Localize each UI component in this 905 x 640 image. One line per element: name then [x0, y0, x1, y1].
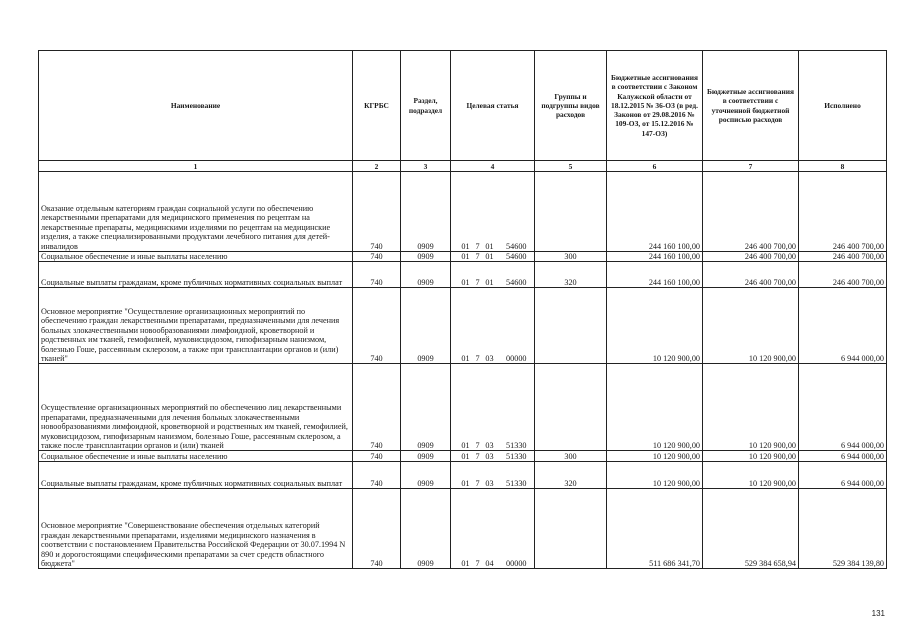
- row-target-article: [451, 451, 535, 462]
- row-executed: 6 944 000,00: [799, 288, 887, 364]
- row-kgrbs: 740: [353, 252, 401, 262]
- row-kgrbs: 740: [353, 489, 401, 569]
- row-expense-group: [535, 288, 607, 364]
- table-row: [39, 288, 887, 364]
- row-expense-group: 300: [535, 252, 607, 262]
- col-header-target-article: Целевая статья: [451, 51, 535, 161]
- row-section: 0909: [401, 172, 451, 252]
- row-executed: 246 400 700,00: [799, 252, 887, 262]
- table-row: [39, 172, 887, 252]
- row-expense-group: [535, 172, 607, 252]
- row-executed: 246 400 700,00: [799, 262, 887, 288]
- row-target-article: [451, 262, 535, 288]
- col-header-law-appropriations: Бюджетные ассигнования в соответствии с Законом Калужской области от 18.12.2015 № 36-ОЗ (в ред. Законов от 29.08.2016 № 109-ОЗ, от 15.12.2016 № 147-ОЗ): [607, 51, 703, 161]
- column-number-row: [39, 161, 887, 172]
- target-article-part: 01: [461, 441, 470, 450]
- target-article-part: 01: [485, 252, 494, 261]
- header-row: [39, 51, 887, 161]
- target-article-part: 7: [475, 441, 480, 450]
- target-article-part: 03: [485, 441, 494, 450]
- row-law-appropriation: 10 120 900,00: [607, 364, 703, 451]
- row-name: Социальные выплаты гражданам, кроме публичных нормативных социальных выплат: [39, 262, 353, 288]
- col-number: 6: [607, 161, 703, 172]
- target-article-part: 54600: [506, 241, 527, 251]
- target-article-part: 51330: [506, 479, 527, 488]
- row-refined-appropriation: 10 120 900,00: [703, 364, 799, 451]
- row-expense-group: [535, 364, 607, 451]
- row-refined-appropriation: 10 120 900,00: [703, 451, 799, 462]
- row-section: 0909: [401, 364, 451, 451]
- table-row: [39, 252, 887, 262]
- target-article-part: 00000: [506, 354, 527, 363]
- row-name: Социальное обеспечение и иные выплаты населению: [39, 451, 353, 462]
- target-article-part: 01: [485, 278, 494, 287]
- target-article-part: 01: [461, 452, 470, 461]
- target-article-part: 54600: [506, 278, 527, 287]
- table-row: [39, 451, 887, 462]
- target-article-part: 7: [475, 354, 480, 363]
- row-kgrbs: 740: [353, 288, 401, 364]
- row-refined-appropriation: 529 384 658,94: [703, 489, 799, 569]
- col-number: 3: [401, 161, 451, 172]
- row-refined-appropriation: 246 400 700,00: [703, 252, 799, 262]
- col-number: 7: [703, 161, 799, 172]
- target-article-part: 01: [461, 479, 470, 488]
- target-article-part: 03: [485, 479, 494, 488]
- row-name: Основное мероприятие "Осуществление организационных мероприятий по обеспечению граждан лекарственными препаратами, предназначенными для лечения больных злокачественными новообразованиями лимфоидной, кроветворной и родственных им тканей, гемофилией, муковисцидозом, гипофизарным нанизмом, болезнью Гоше, рассеянным склерозом, а также при трансплантации органов и (или) тканей": [39, 288, 353, 364]
- target-article-part: 54600: [506, 252, 527, 261]
- row-expense-group: 300: [535, 451, 607, 462]
- row-section: 0909: [401, 462, 451, 489]
- target-article-part: 51330: [506, 452, 527, 461]
- row-kgrbs: 740: [353, 364, 401, 451]
- row-expense-group: 320: [535, 462, 607, 489]
- target-article-part: 01: [461, 278, 470, 287]
- row-section: 0909: [401, 489, 451, 569]
- row-name: Основное мероприятие "Совершенствование обеспечения отдельных категорий граждан лекарственными препаратами, изделиями медицинского назначения в соответствии с постановлением Правительства Российской Федерации от 30.07.1994 N 890 и дорогостоящими специфическими препаратами за счет средств областного бюджета": [39, 489, 353, 569]
- row-executed: 6 944 000,00: [799, 451, 887, 462]
- target-article-part: 51330: [506, 441, 527, 450]
- row-refined-appropriation: 10 120 900,00: [703, 288, 799, 364]
- row-name: Осуществление организационных мероприятий по обеспечению лиц лекарственными препаратами, предназначенными для лечения больных злокачественными новообразованиями лимфоидной, кроветворной и родственных им тканей, гемофилией, муковисцидозом, гипофизарным нанизмом, болезнью Гоше, рассеянным склерозом, а также после трансплантации органов и (или) тканей: [39, 364, 353, 451]
- row-target-article: [451, 364, 535, 451]
- row-expense-group: [535, 489, 607, 569]
- row-law-appropriation: 10 120 900,00: [607, 462, 703, 489]
- row-section: 0909: [401, 451, 451, 462]
- row-section: 0909: [401, 262, 451, 288]
- row-refined-appropriation: 246 400 700,00: [703, 262, 799, 288]
- target-article-part: 7: [475, 452, 480, 461]
- target-article-part: 01: [461, 354, 470, 363]
- table-body: [39, 172, 887, 569]
- col-header-expense-groups: Группы и подгруппы видов расходов: [535, 51, 607, 161]
- target-article-part: 01: [485, 241, 494, 251]
- row-law-appropriation: 10 120 900,00: [607, 288, 703, 364]
- row-kgrbs: 740: [353, 451, 401, 462]
- row-law-appropriation: 244 160 100,00: [607, 252, 703, 262]
- target-article-part: 7: [475, 278, 480, 287]
- row-target-article: [451, 172, 535, 252]
- target-article-part: 01: [461, 252, 470, 261]
- target-article-part: 7: [475, 479, 480, 488]
- col-header-refined-appropriations: Бюджетные ассигнования в соответствии с уточненной бюджетной росписью расходов: [703, 51, 799, 161]
- row-section: 0909: [401, 252, 451, 262]
- row-kgrbs: 740: [353, 172, 401, 252]
- budget-table: [38, 50, 887, 569]
- target-article-part: 01: [461, 559, 470, 568]
- row-name: Социальное обеспечение и иные выплаты населению: [39, 252, 353, 262]
- row-kgrbs: 740: [353, 462, 401, 489]
- target-article-part: 03: [485, 452, 494, 461]
- target-article-part: 7: [475, 241, 480, 251]
- row-law-appropriation: 244 160 100,00: [607, 172, 703, 252]
- row-executed: 6 944 000,00: [799, 364, 887, 451]
- col-number: 1: [39, 161, 353, 172]
- col-number: 5: [535, 161, 607, 172]
- target-article-part: 7: [475, 252, 480, 261]
- row-section: 0909: [401, 288, 451, 364]
- row-target-article: [451, 489, 535, 569]
- row-expense-group: 320: [535, 262, 607, 288]
- target-article-part: 00000: [506, 559, 527, 568]
- row-refined-appropriation: 246 400 700,00: [703, 172, 799, 252]
- target-article-part: 7: [475, 559, 480, 568]
- row-executed: 529 384 139,80: [799, 489, 887, 569]
- col-number: 8: [799, 161, 887, 172]
- col-header-name: Наименование: [39, 51, 353, 161]
- table-row: [39, 262, 887, 288]
- col-header-section: Раздел, подраздел: [401, 51, 451, 161]
- col-number: 2: [353, 161, 401, 172]
- row-law-appropriation: 511 686 341,70: [607, 489, 703, 569]
- table-row: [39, 364, 887, 451]
- col-number: 4: [451, 161, 535, 172]
- row-law-appropriation: 244 160 100,00: [607, 262, 703, 288]
- row-target-article: [451, 462, 535, 489]
- row-kgrbs: 740: [353, 262, 401, 288]
- row-refined-appropriation: 10 120 900,00: [703, 462, 799, 489]
- row-name: Оказание отдельным категориям граждан социальной услуги по обеспечению лекарственными препаратами для медицинского применения по рецептам на лекарственные препараты, медицинскими изделиями по рецептам на медицинские изделия, а также специализированными продуктами лечебного питания для детей-инвалидов: [39, 172, 353, 252]
- target-article-part: 04: [485, 559, 494, 568]
- col-header-kgrbs: КГРБС: [353, 51, 401, 161]
- page-number: 131: [871, 609, 885, 618]
- target-article-part: 03: [485, 354, 494, 363]
- row-target-article: [451, 252, 535, 262]
- table-row: [39, 462, 887, 489]
- row-target-article: [451, 288, 535, 364]
- row-name: Социальные выплаты гражданам, кроме публичных нормативных социальных выплат: [39, 462, 353, 489]
- col-header-executed: Исполнено: [799, 51, 887, 161]
- row-law-appropriation: 10 120 900,00: [607, 451, 703, 462]
- row-executed: 246 400 700,00: [799, 172, 887, 252]
- target-article-part: 01: [461, 241, 470, 251]
- table-row: [39, 489, 887, 569]
- row-executed: 6 944 000,00: [799, 462, 887, 489]
